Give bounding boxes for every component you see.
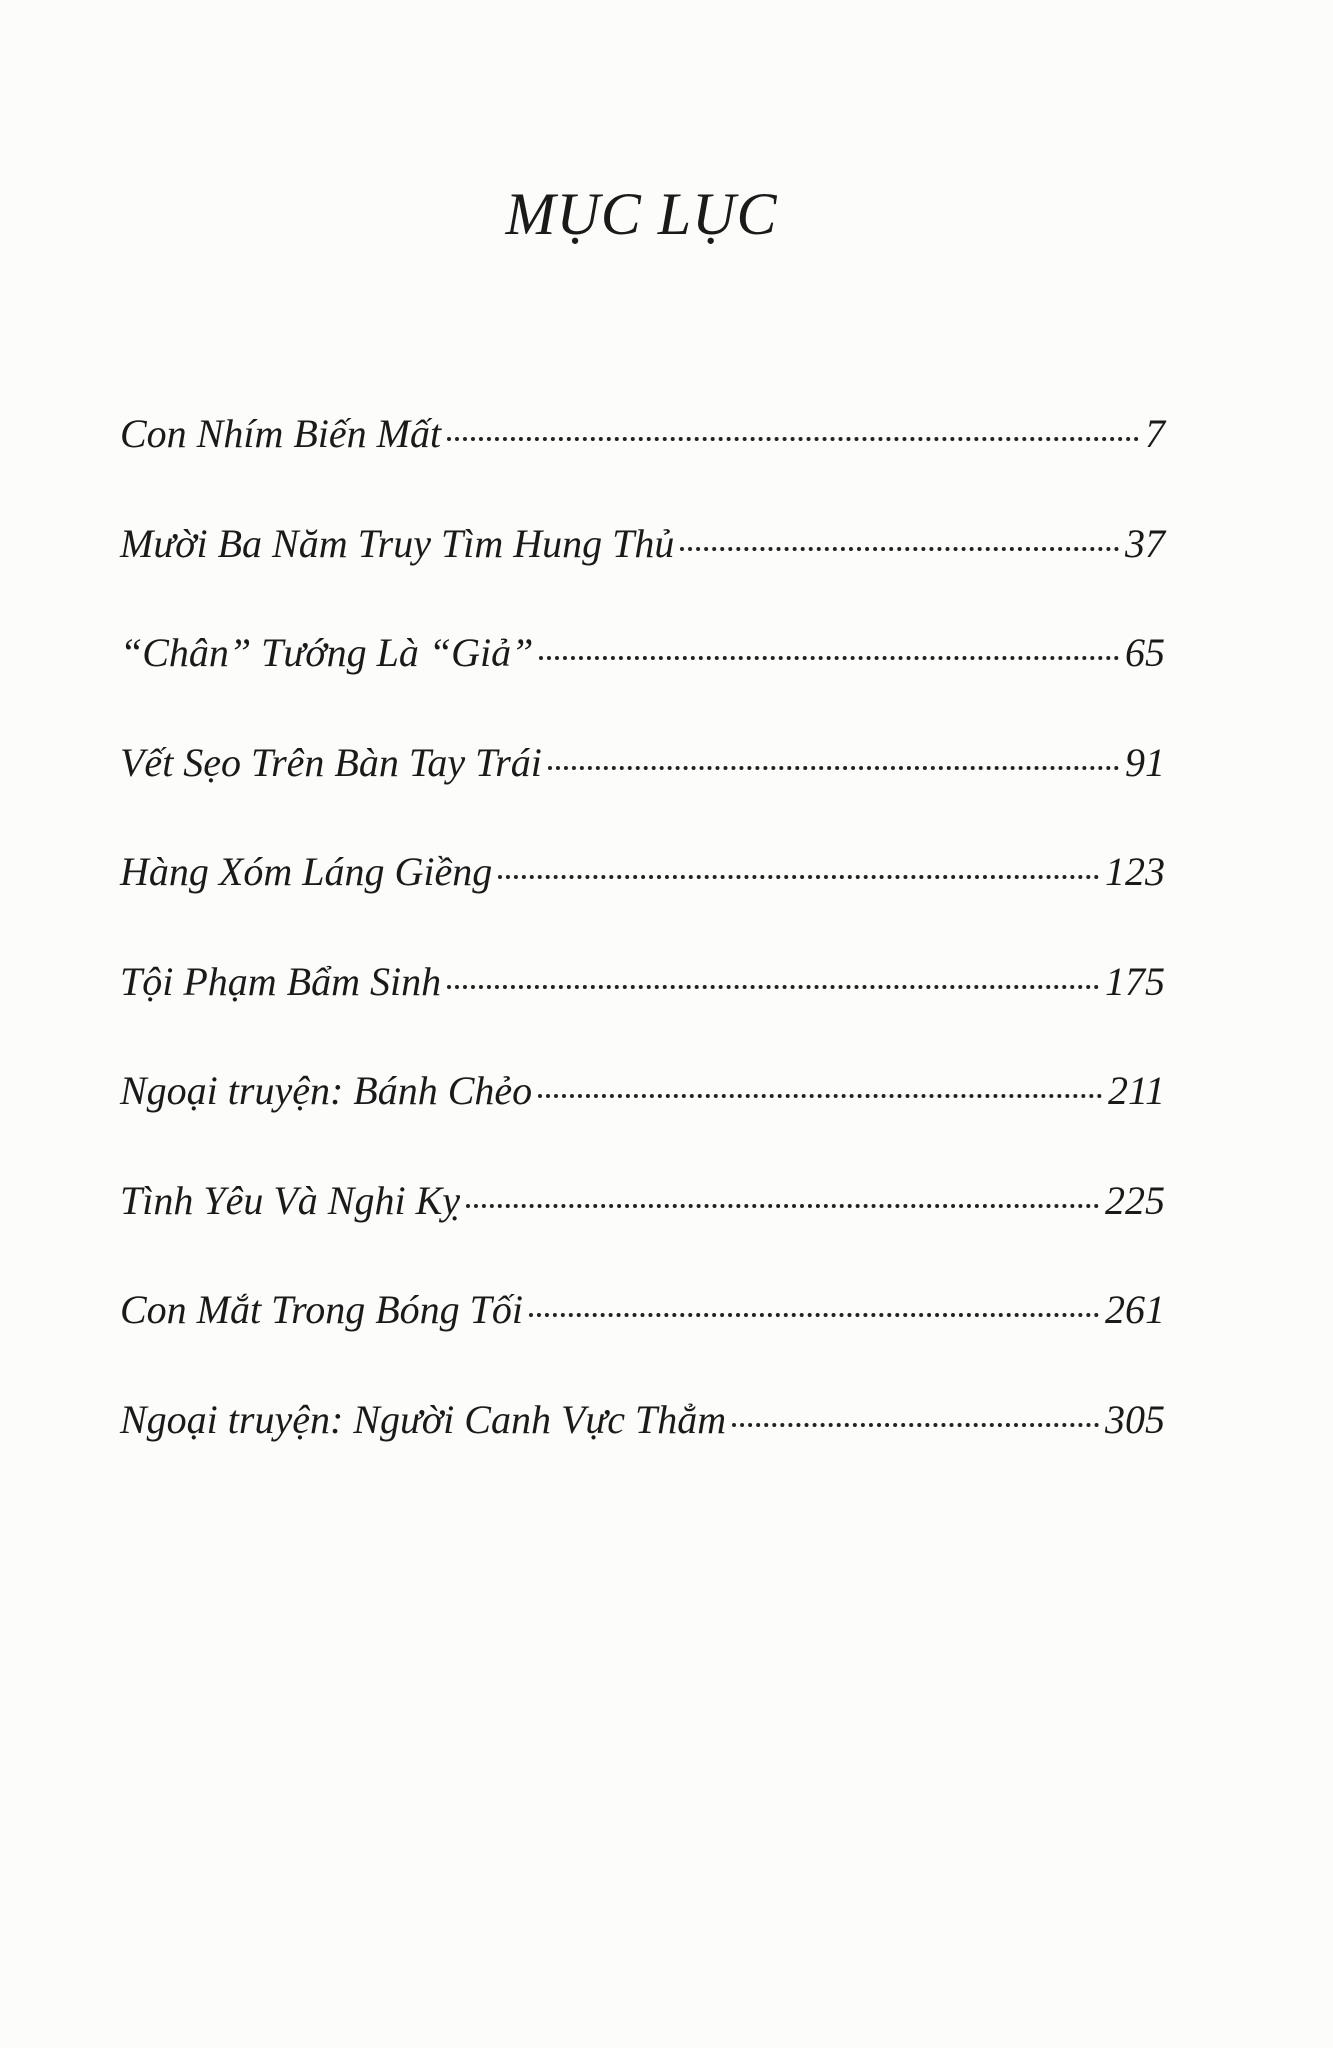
toc-dot-leader [548,766,1119,770]
toc-entry [120,1286,1165,1396]
toc-entry [120,1396,1165,1506]
toc-entry-title: Con Nhím Biến Mất [120,411,442,456]
toc-entry-page: 175 [1105,958,1165,1004]
toc-entry-title: Tội Phạm Bẩm Sinh [120,958,442,1004]
toc-entry-page: 225 [1105,1177,1165,1223]
toc-dot-leader [466,1204,1099,1208]
toc-entry-title: Tình Yêu Và Nghi Kỵ [120,1177,461,1223]
toc-entry-page: 91 [1125,739,1165,785]
toc-entry [120,739,1165,849]
toc-entry-title: “Chân” Tướng Là “Giả” [120,630,534,675]
toc-entry-page: 37 [1125,520,1165,566]
toc-dot-leader [538,1094,1102,1098]
toc-entry-title: Vết Sẹo Trên Bàn Tay Trái [120,739,542,785]
toc-dot-leader [498,875,1099,879]
toc-entry-page: 211 [1107,1068,1165,1113]
toc-dot-leader [447,437,1139,441]
toc-entry-title: Con Mắt Trong Bóng Tối [120,1287,524,1332]
toc-entry-title: Hàng Xóm Láng Giềng [120,849,493,894]
toc-entry [120,1067,1165,1177]
toc-dot-leader [680,547,1119,551]
toc-dot-leader [447,985,1099,989]
toc-entry [120,1177,1165,1287]
toc-entry-title: Ngoại truyện: Người Canh Vực Thẳm [120,1396,727,1442]
toc-dot-leader [539,656,1119,660]
toc-entry-page: 65 [1125,630,1165,675]
table-of-contents [120,410,1165,1505]
toc-entry [120,848,1165,958]
toc-entry-page: 123 [1105,849,1165,894]
toc-entry-page: 261 [1105,1287,1165,1332]
toc-entry [120,958,1165,1068]
toc-entry-title: Mười Ba Năm Truy Tìm Hung Thủ [120,520,675,566]
toc-dot-leader [529,1313,1099,1317]
toc-entry [120,629,1165,739]
toc-dot-leader [732,1423,1099,1427]
toc-entry-title: Ngoại truyện: Bánh Chẻo [120,1068,533,1113]
toc-entry-page: 305 [1105,1396,1165,1442]
page-title: MỤC LỤC [505,181,778,247]
toc-entry [120,520,1165,630]
toc-entry-page: 7 [1145,411,1165,456]
toc-entry [120,410,1165,520]
